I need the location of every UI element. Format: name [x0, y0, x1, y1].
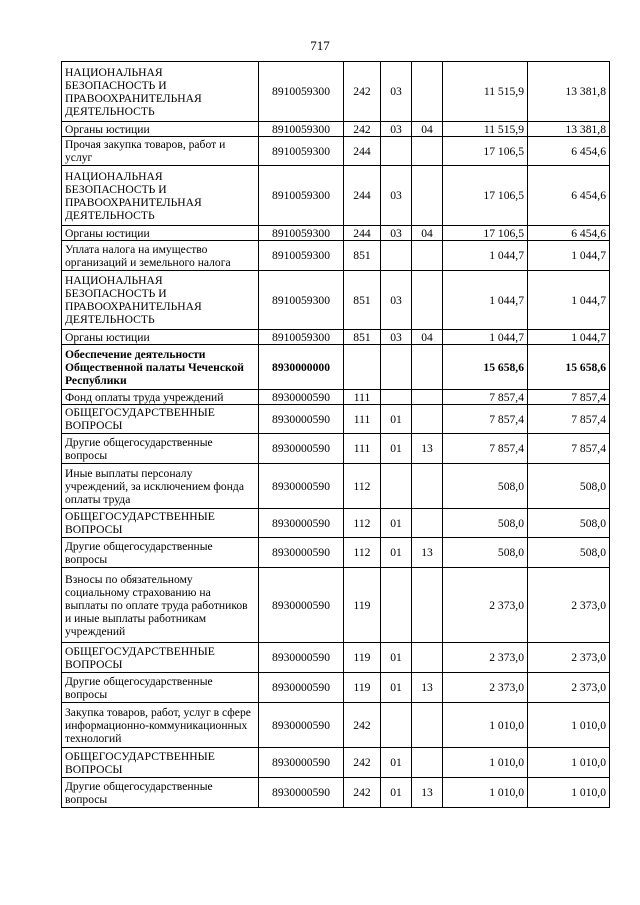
amount-year-2: 2 373,0: [528, 673, 610, 703]
budget-table: [61, 61, 610, 808]
target-code: 8930000590: [259, 509, 344, 538]
table-row: [62, 271, 610, 330]
table-row: [62, 330, 610, 345]
section: 01: [381, 748, 412, 778]
row-name: Другие общегосударственные вопросы: [62, 673, 259, 703]
subsection: [412, 166, 443, 226]
amount-year-2: 508,0: [528, 464, 610, 509]
amount-year-1: 2 373,0: [443, 568, 528, 643]
amount-year-1: 1 044,7: [443, 241, 528, 271]
table-row: [62, 122, 610, 137]
section: 03: [381, 271, 412, 330]
target-code: 8930000000: [259, 345, 344, 390]
target-code: 8910059300: [259, 122, 344, 137]
row-name: ОБЩЕГОСУДАРСТВЕННЫЕ ВОПРОСЫ: [62, 405, 259, 434]
expense-type: 112: [344, 538, 381, 568]
table-row: [62, 434, 610, 464]
subsection: [412, 241, 443, 271]
amount-year-2: 1 010,0: [528, 748, 610, 778]
expense-type: 244: [344, 166, 381, 226]
expense-type: 244: [344, 137, 381, 166]
expense-type: 851: [344, 241, 381, 271]
table-row: [62, 464, 610, 509]
table-row: [62, 509, 610, 538]
budget-table-body: [62, 62, 610, 808]
amount-year-1: 17 106,5: [443, 137, 528, 166]
section: [381, 241, 412, 271]
row-name: НАЦИОНАЛЬНАЯ БЕЗОПАСНОСТЬ И ПРАВООХРАНИТЕЛЬНАЯ ДЕЯТЕЛЬНОСТЬ: [62, 271, 259, 330]
amount-year-2: 1 010,0: [528, 778, 610, 808]
page-number: 717: [310, 38, 330, 53]
row-name: Органы юстиции: [62, 122, 259, 137]
expense-type: 119: [344, 568, 381, 643]
amount-year-1: 1 044,7: [443, 271, 528, 330]
amount-year-2: 7 857,4: [528, 390, 610, 405]
expense-type: 242: [344, 62, 381, 122]
subsection: [412, 137, 443, 166]
target-code: 8930000590: [259, 778, 344, 808]
row-name: Обеспечение деятельности Общественной палаты Чеченской Республики: [62, 345, 259, 390]
amount-year-2: 1 010,0: [528, 703, 610, 748]
table-row: [62, 405, 610, 434]
row-name: Фонд оплаты труда учреждений: [62, 390, 259, 405]
amount-year-1: 11 515,9: [443, 122, 528, 137]
amount-year-2: 2 373,0: [528, 568, 610, 643]
expense-type: 111: [344, 434, 381, 464]
expense-type: 112: [344, 464, 381, 509]
section: [381, 345, 412, 390]
row-name: ОБЩЕГОСУДАРСТВЕННЫЕ ВОПРОСЫ: [62, 509, 259, 538]
target-code: 8930000590: [259, 538, 344, 568]
subsection: 13: [412, 673, 443, 703]
amount-year-1: 17 106,5: [443, 226, 528, 241]
target-code: 8910059300: [259, 62, 344, 122]
table-row: [62, 568, 610, 643]
section: [381, 568, 412, 643]
table-row: [62, 778, 610, 808]
target-code: 8910059300: [259, 271, 344, 330]
amount-year-2: 15 658,6: [528, 345, 610, 390]
amount-year-2: 1 044,7: [528, 330, 610, 345]
section: [381, 137, 412, 166]
target-code: 8930000590: [259, 405, 344, 434]
table-row: [62, 538, 610, 568]
amount-year-1: 17 106,5: [443, 166, 528, 226]
row-name: Закупка товаров, работ, услуг в сфере информационно-коммуникационных технологий: [62, 703, 259, 748]
row-name: Органы юстиции: [62, 226, 259, 241]
section: 03: [381, 122, 412, 137]
expense-type: 242: [344, 122, 381, 137]
row-name: ОБЩЕГОСУДАРСТВЕННЫЕ ВОПРОСЫ: [62, 748, 259, 778]
amount-year-1: 508,0: [443, 538, 528, 568]
expense-type: 112: [344, 509, 381, 538]
section: [381, 464, 412, 509]
subsection: [412, 703, 443, 748]
subsection: 04: [412, 330, 443, 345]
amount-year-2: 6 454,6: [528, 226, 610, 241]
subsection: 04: [412, 226, 443, 241]
section: 01: [381, 509, 412, 538]
table-row: [62, 345, 610, 390]
subsection: 13: [412, 538, 443, 568]
expense-type: 851: [344, 330, 381, 345]
amount-year-1: 11 515,9: [443, 62, 528, 122]
section: 03: [381, 226, 412, 241]
table-row: [62, 241, 610, 271]
target-code: 8930000590: [259, 390, 344, 405]
subsection: [412, 405, 443, 434]
amount-year-2: 6 454,6: [528, 137, 610, 166]
amount-year-1: 1 044,7: [443, 330, 528, 345]
expense-type: 111: [344, 390, 381, 405]
target-code: 8930000590: [259, 464, 344, 509]
table-row: [62, 673, 610, 703]
section: 01: [381, 673, 412, 703]
section: 01: [381, 434, 412, 464]
expense-type: 242: [344, 748, 381, 778]
amount-year-2: 508,0: [528, 509, 610, 538]
amount-year-2: 7 857,4: [528, 405, 610, 434]
subsection: [412, 509, 443, 538]
row-name: Другие общегосударственные вопросы: [62, 538, 259, 568]
target-code: 8910059300: [259, 137, 344, 166]
amount-year-1: 1 010,0: [443, 778, 528, 808]
table-row: [62, 137, 610, 166]
section: 01: [381, 538, 412, 568]
amount-year-2: 13 381,8: [528, 62, 610, 122]
amount-year-1: 1 010,0: [443, 748, 528, 778]
row-name: Органы юстиции: [62, 330, 259, 345]
subsection: 04: [412, 122, 443, 137]
amount-year-2: 2 373,0: [528, 643, 610, 673]
subsection: [412, 271, 443, 330]
amount-year-1: 1 010,0: [443, 703, 528, 748]
section: 03: [381, 62, 412, 122]
row-name: НАЦИОНАЛЬНАЯ БЕЗОПАСНОСТЬ И ПРАВООХРАНИТЕЛЬНАЯ ДЕЯТЕЛЬНОСТЬ: [62, 62, 259, 122]
target-code: 8910059300: [259, 241, 344, 271]
section: 03: [381, 166, 412, 226]
amount-year-1: 2 373,0: [443, 643, 528, 673]
amount-year-2: 1 044,7: [528, 241, 610, 271]
subsection: [412, 464, 443, 509]
subsection: [412, 390, 443, 405]
expense-type: 111: [344, 405, 381, 434]
amount-year-1: 7 857,4: [443, 405, 528, 434]
expense-type: [344, 345, 381, 390]
target-code: 8930000590: [259, 703, 344, 748]
section: 01: [381, 778, 412, 808]
table-row: [62, 166, 610, 226]
subsection: [412, 643, 443, 673]
expense-type: 119: [344, 673, 381, 703]
target-code: 8910059300: [259, 166, 344, 226]
row-name: ОБЩЕГОСУДАРСТВЕННЫЕ ВОПРОСЫ: [62, 643, 259, 673]
subsection: [412, 568, 443, 643]
table-row: [62, 643, 610, 673]
subsection: [412, 748, 443, 778]
expense-type: 242: [344, 778, 381, 808]
amount-year-1: 7 857,4: [443, 434, 528, 464]
expense-type: 244: [344, 226, 381, 241]
table-row: [62, 748, 610, 778]
amount-year-1: 7 857,4: [443, 390, 528, 405]
subsection: [412, 62, 443, 122]
target-code: 8910059300: [259, 330, 344, 345]
row-name: Другие общегосударственные вопросы: [62, 778, 259, 808]
target-code: 8930000590: [259, 673, 344, 703]
row-name: Другие общегосударственные вопросы: [62, 434, 259, 464]
table-row: [62, 226, 610, 241]
section: 01: [381, 643, 412, 673]
target-code: 8930000590: [259, 568, 344, 643]
row-name: НАЦИОНАЛЬНАЯ БЕЗОПАСНОСТЬ И ПРАВООХРАНИТЕЛЬНАЯ ДЕЯТЕЛЬНОСТЬ: [62, 166, 259, 226]
row-name: Иные выплаты персоналу учреждений, за исключением фонда оплаты труда: [62, 464, 259, 509]
section: 01: [381, 405, 412, 434]
target-code: 8930000590: [259, 643, 344, 673]
table-row: [62, 703, 610, 748]
section: 03: [381, 330, 412, 345]
subsection: 13: [412, 778, 443, 808]
amount-year-2: 13 381,8: [528, 122, 610, 137]
table-row: [62, 390, 610, 405]
amount-year-2: 508,0: [528, 538, 610, 568]
table-row: [62, 62, 610, 122]
expense-type: 119: [344, 643, 381, 673]
amount-year-2: 6 454,6: [528, 166, 610, 226]
amount-year-1: 2 373,0: [443, 673, 528, 703]
section: [381, 390, 412, 405]
subsection: [412, 345, 443, 390]
target-code: 8930000590: [259, 748, 344, 778]
target-code: 8930000590: [259, 434, 344, 464]
amount-year-1: 508,0: [443, 464, 528, 509]
row-name: Уплата налога на имущество организаций и земельного налога: [62, 241, 259, 271]
expense-type: 851: [344, 271, 381, 330]
row-name: Взносы по обязательному социальному страхованию на выплаты по оплате труда работников и иные выплаты работникам учреждений: [62, 568, 259, 643]
subsection: 13: [412, 434, 443, 464]
amount-year-2: 7 857,4: [528, 434, 610, 464]
row-name: Прочая закупка товаров, работ и услуг: [62, 137, 259, 166]
expense-type: 242: [344, 703, 381, 748]
amount-year-2: 1 044,7: [528, 271, 610, 330]
amount-year-1: 508,0: [443, 509, 528, 538]
section: [381, 703, 412, 748]
target-code: 8910059300: [259, 226, 344, 241]
amount-year-1: 15 658,6: [443, 345, 528, 390]
